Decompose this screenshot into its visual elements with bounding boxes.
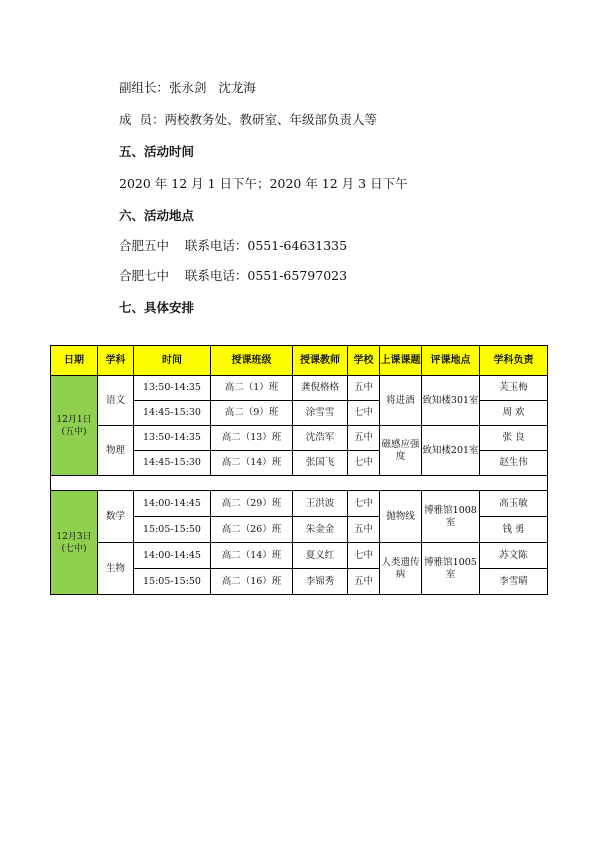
subject-cell: 物理 [98,426,134,476]
location-1-line: 合肥五中 联系电话：0551-64631335 [119,238,348,253]
table-row [51,491,548,517]
school-cell: 七中 [348,491,380,517]
class-cell: 高二（26）班 [211,517,293,543]
school-cell: 五中 [348,569,380,595]
section-7-heading: 七、具体安排 [119,300,195,315]
time-cell: 13:50-14:35 [134,376,211,401]
members-line: 成 员：两校教务处、教研室、年级部负责人等 [119,112,377,127]
vice-leader-line: 副组长：张永剑 沈龙海 [119,80,256,95]
class-cell: 高二（9）班 [211,401,293,426]
teacher-cell: 张国飞 [293,451,348,476]
class-cell: 高二（14）班 [211,451,293,476]
time-cell: 14:00-14:45 [134,491,211,517]
lead-cell: 赵生伟 [480,451,548,476]
school-cell: 五中 [348,376,380,401]
topic-cell: 将进酒 [380,376,422,426]
lead-cell: 张 良 [480,426,548,451]
class-cell: 高二（16）班 [211,569,293,595]
header-class: 授课班级 [211,346,293,376]
time-cell: 14:45-15:30 [134,451,211,476]
location-2-line: 合肥七中 联系电话：0551-65797023 [119,268,348,283]
time-cell: 14:45-15:30 [134,401,211,426]
lead-cell: 苏文陈 [480,543,548,569]
teacher-cell: 王洪波 [293,491,348,517]
table-row [51,426,548,451]
school-cell: 五中 [348,426,380,451]
place-cell: 致知楼301室 [422,376,480,426]
table-row [51,543,548,569]
subject-cell: 数学 [98,491,134,543]
subject-cell: 语文 [98,376,134,426]
time-cell: 14:00-14:45 [134,543,211,569]
lead-cell: 芙玉梅 [480,376,548,401]
school-cell: 七中 [348,401,380,426]
place-cell: 致知楼201室 [422,426,480,476]
teacher-cell: 涂雪雪 [293,401,348,426]
school-cell: 七中 [348,543,380,569]
teacher-cell: 李锦秀 [293,569,348,595]
header-row [51,346,548,376]
class-cell: 高二（14）班 [211,543,293,569]
class-cell: 高二（1）班 [211,376,293,401]
teacher-cell: 沈浩军 [293,426,348,451]
place-cell: 博雅馆1008室 [422,491,480,543]
topic-cell: 抛物线 [380,491,422,543]
header-subject: 学科 [98,346,134,376]
topic-cell: 人类遗传病 [380,543,422,595]
header-time: 时间 [134,346,211,376]
lead-cell: 钱 勇 [480,517,548,543]
lead-cell: 高玉敏 [480,491,548,517]
class-cell: 高二（29）班 [211,491,293,517]
header-teacher: 授课教师 [293,346,348,376]
time-cell: 15:05-15:50 [134,517,211,543]
place-cell: 博雅馆1005室 [422,543,480,595]
header-school: 学校 [348,346,380,376]
section-5-heading: 五、活动时间 [119,144,195,159]
lead-cell: 周 欢 [480,401,548,426]
header-lead: 学科负责 [480,346,548,376]
header-topic: 上课课题 [380,346,422,376]
school-cell: 七中 [348,451,380,476]
subject-cell: 生物 [98,543,134,595]
teacher-cell: 龚倪格格 [293,376,348,401]
teacher-cell: 夏义红 [293,543,348,569]
teacher-cell: 朱金金 [293,517,348,543]
time-cell: 13:50-14:35 [134,426,211,451]
section-6-heading: 六、活动地点 [119,208,195,223]
table-row [51,376,548,401]
date-cell: 12月3日(七中) [51,491,98,595]
topic-cell: 磁感应强度 [380,426,422,476]
activity-time-line: 2020 年 12 月 1 日下午；2020 年 12 月 3 日下午 [119,176,408,191]
school-cell: 五中 [348,517,380,543]
header-review-place: 评课地点 [422,346,480,376]
lead-cell: 李雪晴 [480,569,548,595]
schedule-table [50,345,548,595]
header-date: 日期 [51,346,98,376]
spacer-row [51,476,548,491]
time-cell: 15:05-15:50 [134,569,211,595]
date-cell: 12月1日(五中) [51,376,98,476]
class-cell: 高二（13）班 [211,426,293,451]
